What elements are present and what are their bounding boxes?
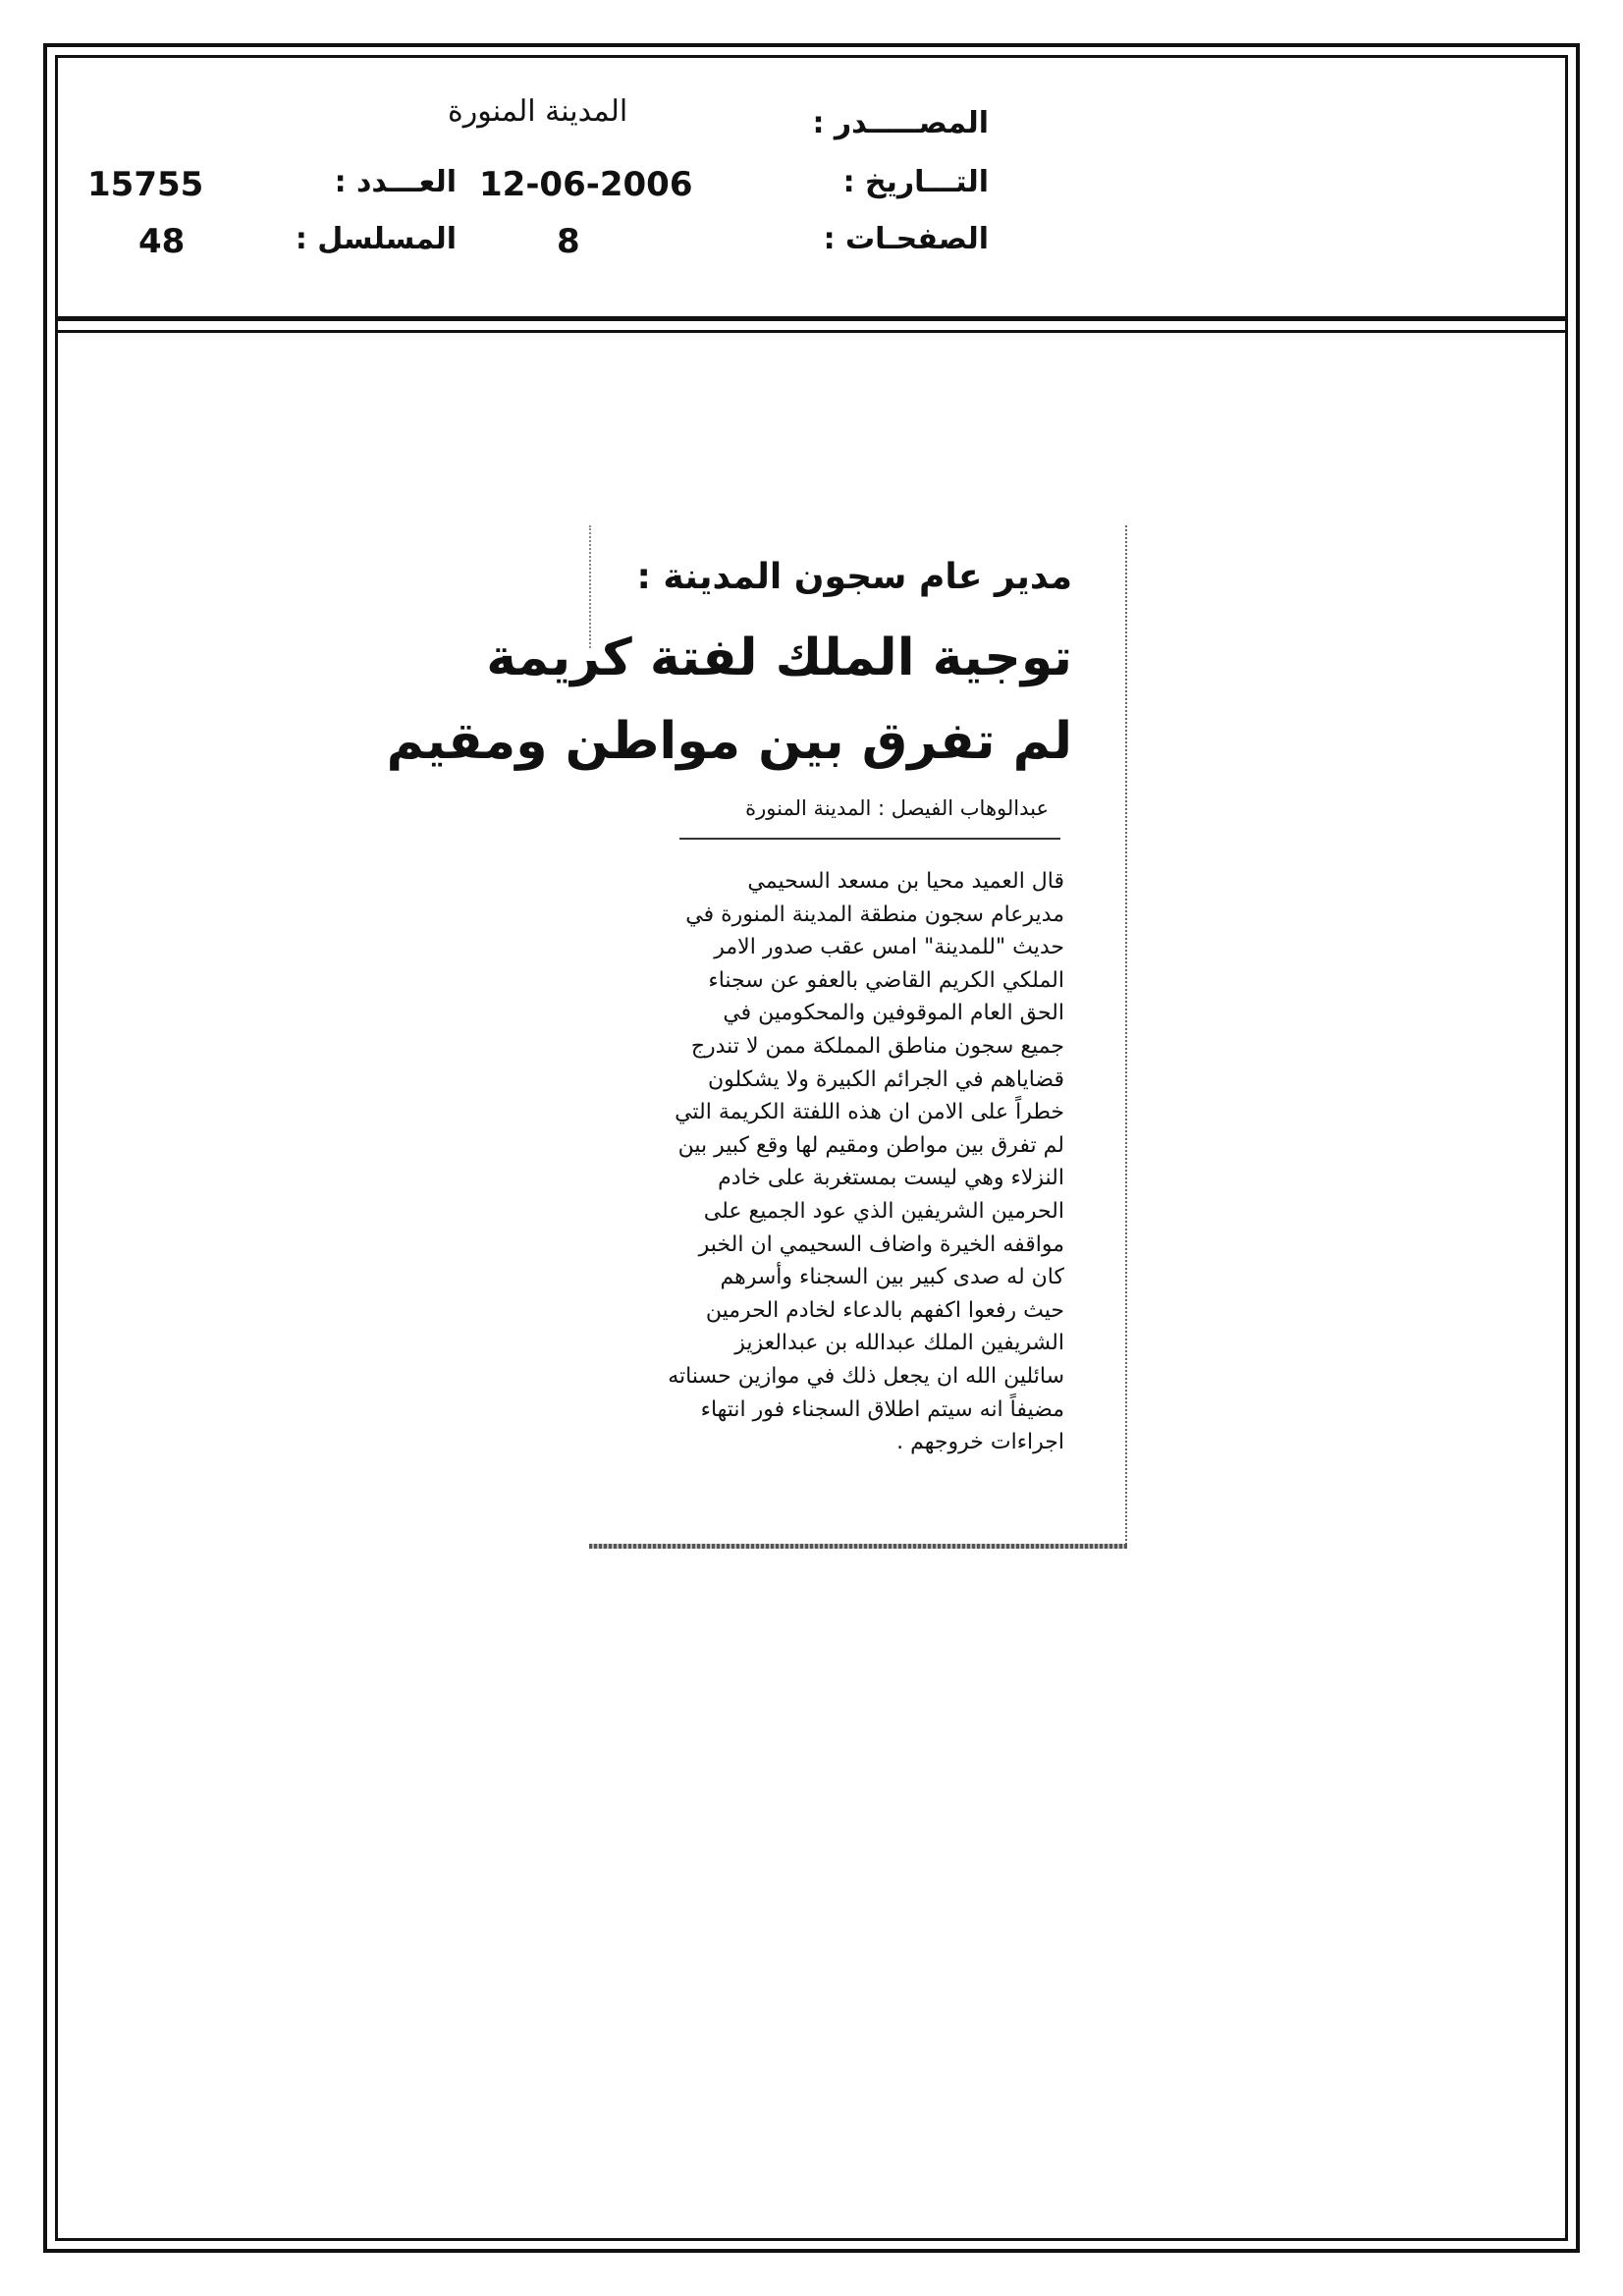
- body-line: سائلين الله ان يجعل ذلك في موازين حسناته: [668, 1363, 1064, 1389]
- pages-value: 8: [557, 222, 580, 261]
- header-divider-thick: [55, 316, 1568, 321]
- header-divider-thin: [55, 330, 1568, 333]
- body-line: خطراً على الامن ان هذه اللفتة الكريمة التي: [675, 1100, 1064, 1125]
- date-label: التـــاريخ :: [842, 165, 989, 199]
- body-line: الحق العام الموقوفين والمحكومين في: [723, 1001, 1064, 1026]
- body-line: حيث رفعوا اكفهم بالدعاء لخادم الحرمين: [705, 1297, 1064, 1323]
- body-line: مديرعام سجون منطقة المدينة المنورة في: [685, 902, 1064, 927]
- clipping-cut-edge-bottom: [589, 1544, 1127, 1549]
- body-line: مواقفه الخيرة واضاف السحيمي ان الخبر: [698, 1231, 1064, 1257]
- body-line: اجراءات خروجهم .: [896, 1430, 1064, 1455]
- body-line: قضاياهم في الجرائم الكبيرة ولا يشكلون: [708, 1066, 1064, 1092]
- body-line: حديث "للمدينة" امس عقب صدور الامر: [714, 935, 1064, 960]
- headline-line-1: توجية الملك لفتة كريمة: [486, 629, 1072, 687]
- newspaper-clipping: [386, 525, 1127, 1549]
- source-label: المصـــــدر :: [812, 106, 989, 140]
- headline-line-2: لم تفرق بين مواطن ومقيم: [386, 712, 1072, 771]
- byline-underline: [679, 838, 1060, 840]
- body-line: الشريفين الملك عبدالله بن عبدالعزيز: [734, 1331, 1064, 1356]
- clipping-cut-edge-right: [1125, 525, 1127, 1549]
- body-line: قال العميد محيا بن مسعد السحيمي: [747, 869, 1064, 894]
- body-line: الملكي الكريم القاضي بالعفو عن سجناء: [708, 967, 1064, 993]
- serial-label: المسلسل :: [295, 222, 457, 256]
- date-value: 12-06-2006: [479, 165, 693, 204]
- issue-value: 15755: [87, 165, 204, 204]
- body-line: لم تفرق بين مواطن ومقيم لها وقع كبير بين: [677, 1132, 1064, 1158]
- archive-header: [55, 55, 1568, 326]
- body-line: النزلاء وهي ليست بمستغربة على خادم: [718, 1166, 1064, 1191]
- body-line: مضيفاً انه سيتم اطلاق السجناء فور انتهاء: [700, 1396, 1064, 1422]
- article-kicker: مدير عام سجون المدينة :: [636, 557, 1072, 597]
- serial-value: 48: [138, 222, 186, 261]
- body-line: كان له صدى كبير بين السجناء وأسرهم: [720, 1265, 1064, 1290]
- article-body: [607, 865, 1064, 1459]
- body-line: جميع سجون مناطق المملكة ممن لا تندرج: [690, 1033, 1064, 1059]
- source-value: المدينة المنورة: [448, 94, 628, 129]
- issue-label: العـــدد :: [334, 165, 457, 199]
- pages-label: الصفحـات :: [823, 222, 989, 256]
- article-byline: عبدالوهاب الفيصل : المدينة المنورة: [745, 796, 1049, 820]
- body-line: الحرمين الشريفين الذي عود الجميع على: [703, 1198, 1064, 1224]
